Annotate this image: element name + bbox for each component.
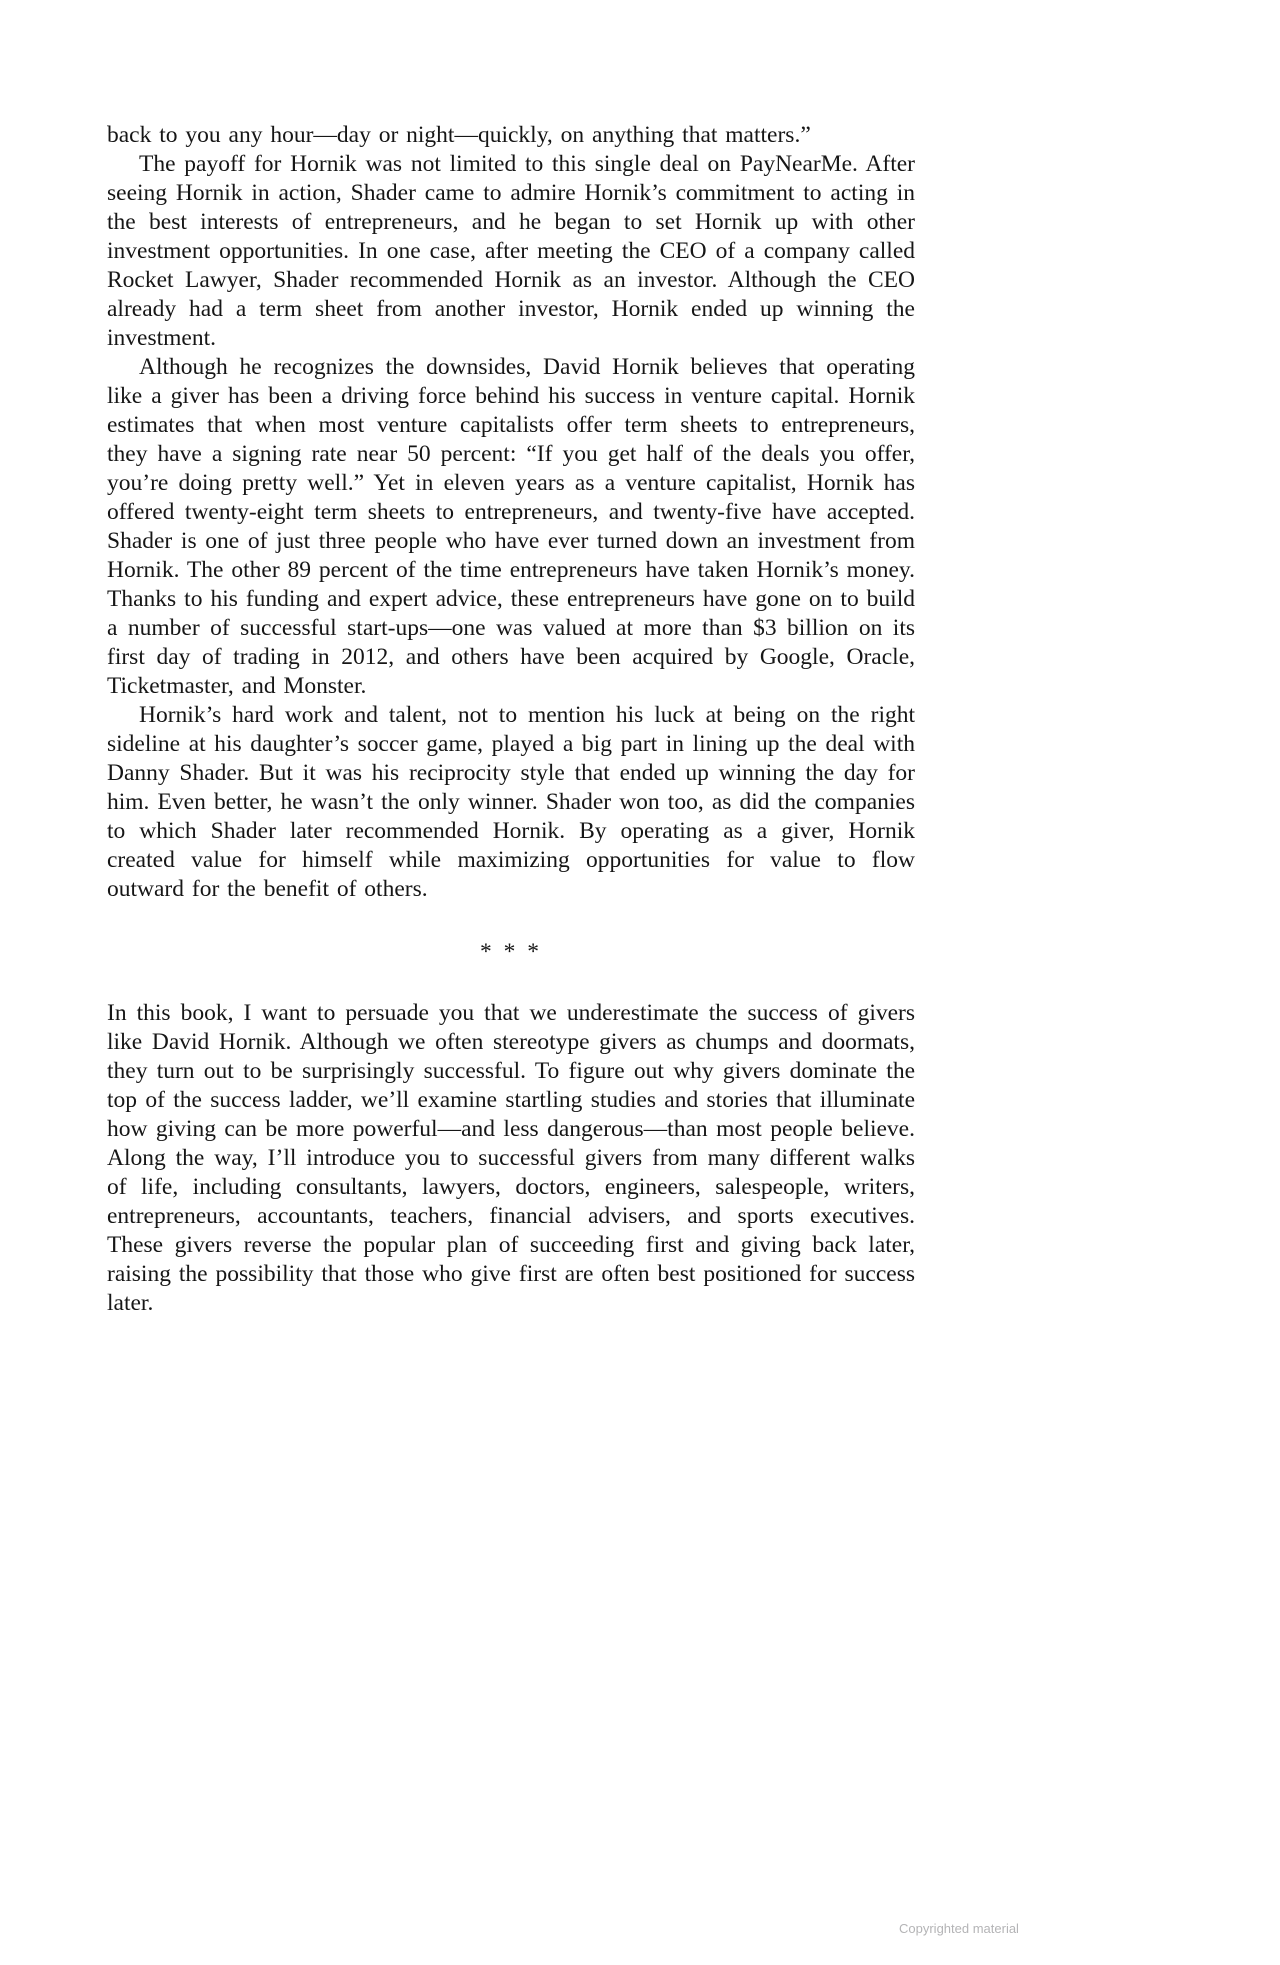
paragraph: Although he recognizes the downsides, David Hornik believes that operating like a giver has been a driving force behind his success in venture capital. Hornik estimates that when most venture capitalists offer term sheets to entrepreneurs, they have a signing rate near 50 percent: “If you get half of the deals you offer, you’re doing pretty well.” Yet in eleven years as a venture capitalist, Hornik has offered twenty-eight term sheets to entrepreneurs, and twenty-five have accepted. Shader is one of just three people who have ever turned down an investment from Hornik. The other 89 percent of the time entrepreneurs have taken Hornik’s money. Thanks to his funding and expert advice, these entrepreneurs have gone on to build a number of successful start-ups—one was valued at more than $3 billion on its first day of trading in 2012, and others have been acquired by Google, Oracle, Ticketmaster, and Monster. bbox=[107, 354, 915, 699]
paragraph: Hornik’s hard work and talent, not to mention his luck at being on the right sideline at his daughter’s soccer game, played a big part in lining up the deal with Danny Shader. But it was his reciprocity style that ended up winning the day for him. Even better, he wasn’t the only winner. Shader won too, as did the companies to which Shader later recommended Hornik. By operating as a giver, Hornik created value for himself while maximizing opportunities for value to flow outward for the benefit of others. bbox=[107, 702, 915, 902]
copyright-watermark: Copyrighted material bbox=[899, 1921, 1019, 1936]
paragraph: In this book, I want to persuade you that we underestimate the success of givers like David Hornik. Although we often stereotype givers as chumps and doormats, they turn out to be surprisingly successful. To figure out why givers dominate the top of the success ladder, we’ll examine startling studies and stories that illuminate how giving can be more powerful—and less dangerous—than most people believe. Along the way, I’ll introduce you to successful givers from many different walks of life, including consultants, lawyers, doctors, engineers, salespeople, writers, entrepreneurs, accountants, teachers, financial advisers, and sports executives. These givers reverse the popular plan of succeeding first and giving back later, raising the possibility that those who give first are often best positioned for success later. bbox=[107, 1000, 915, 1316]
book-page bbox=[107, 121, 915, 1318]
paragraph: The payoff for Hornik was not limited to this single deal on PayNearMe. After seeing Hornik in action, Shader came to admire Hornik’s commitment to acting in the best interests of entrepreneurs, and he began to set Hornik up with other investment opportunities. In one case, after meeting the CEO of a company called Rocket Lawyer, Shader recommended Hornik as an investor. Although the CEO already had a term sheet from another investor, Hornik ended up winning the investment. bbox=[107, 151, 915, 351]
section-break: * * * bbox=[480, 939, 542, 965]
paragraph-continuation: back to you any hour—day or night—quickly, on anything that matters.” bbox=[107, 122, 811, 148]
